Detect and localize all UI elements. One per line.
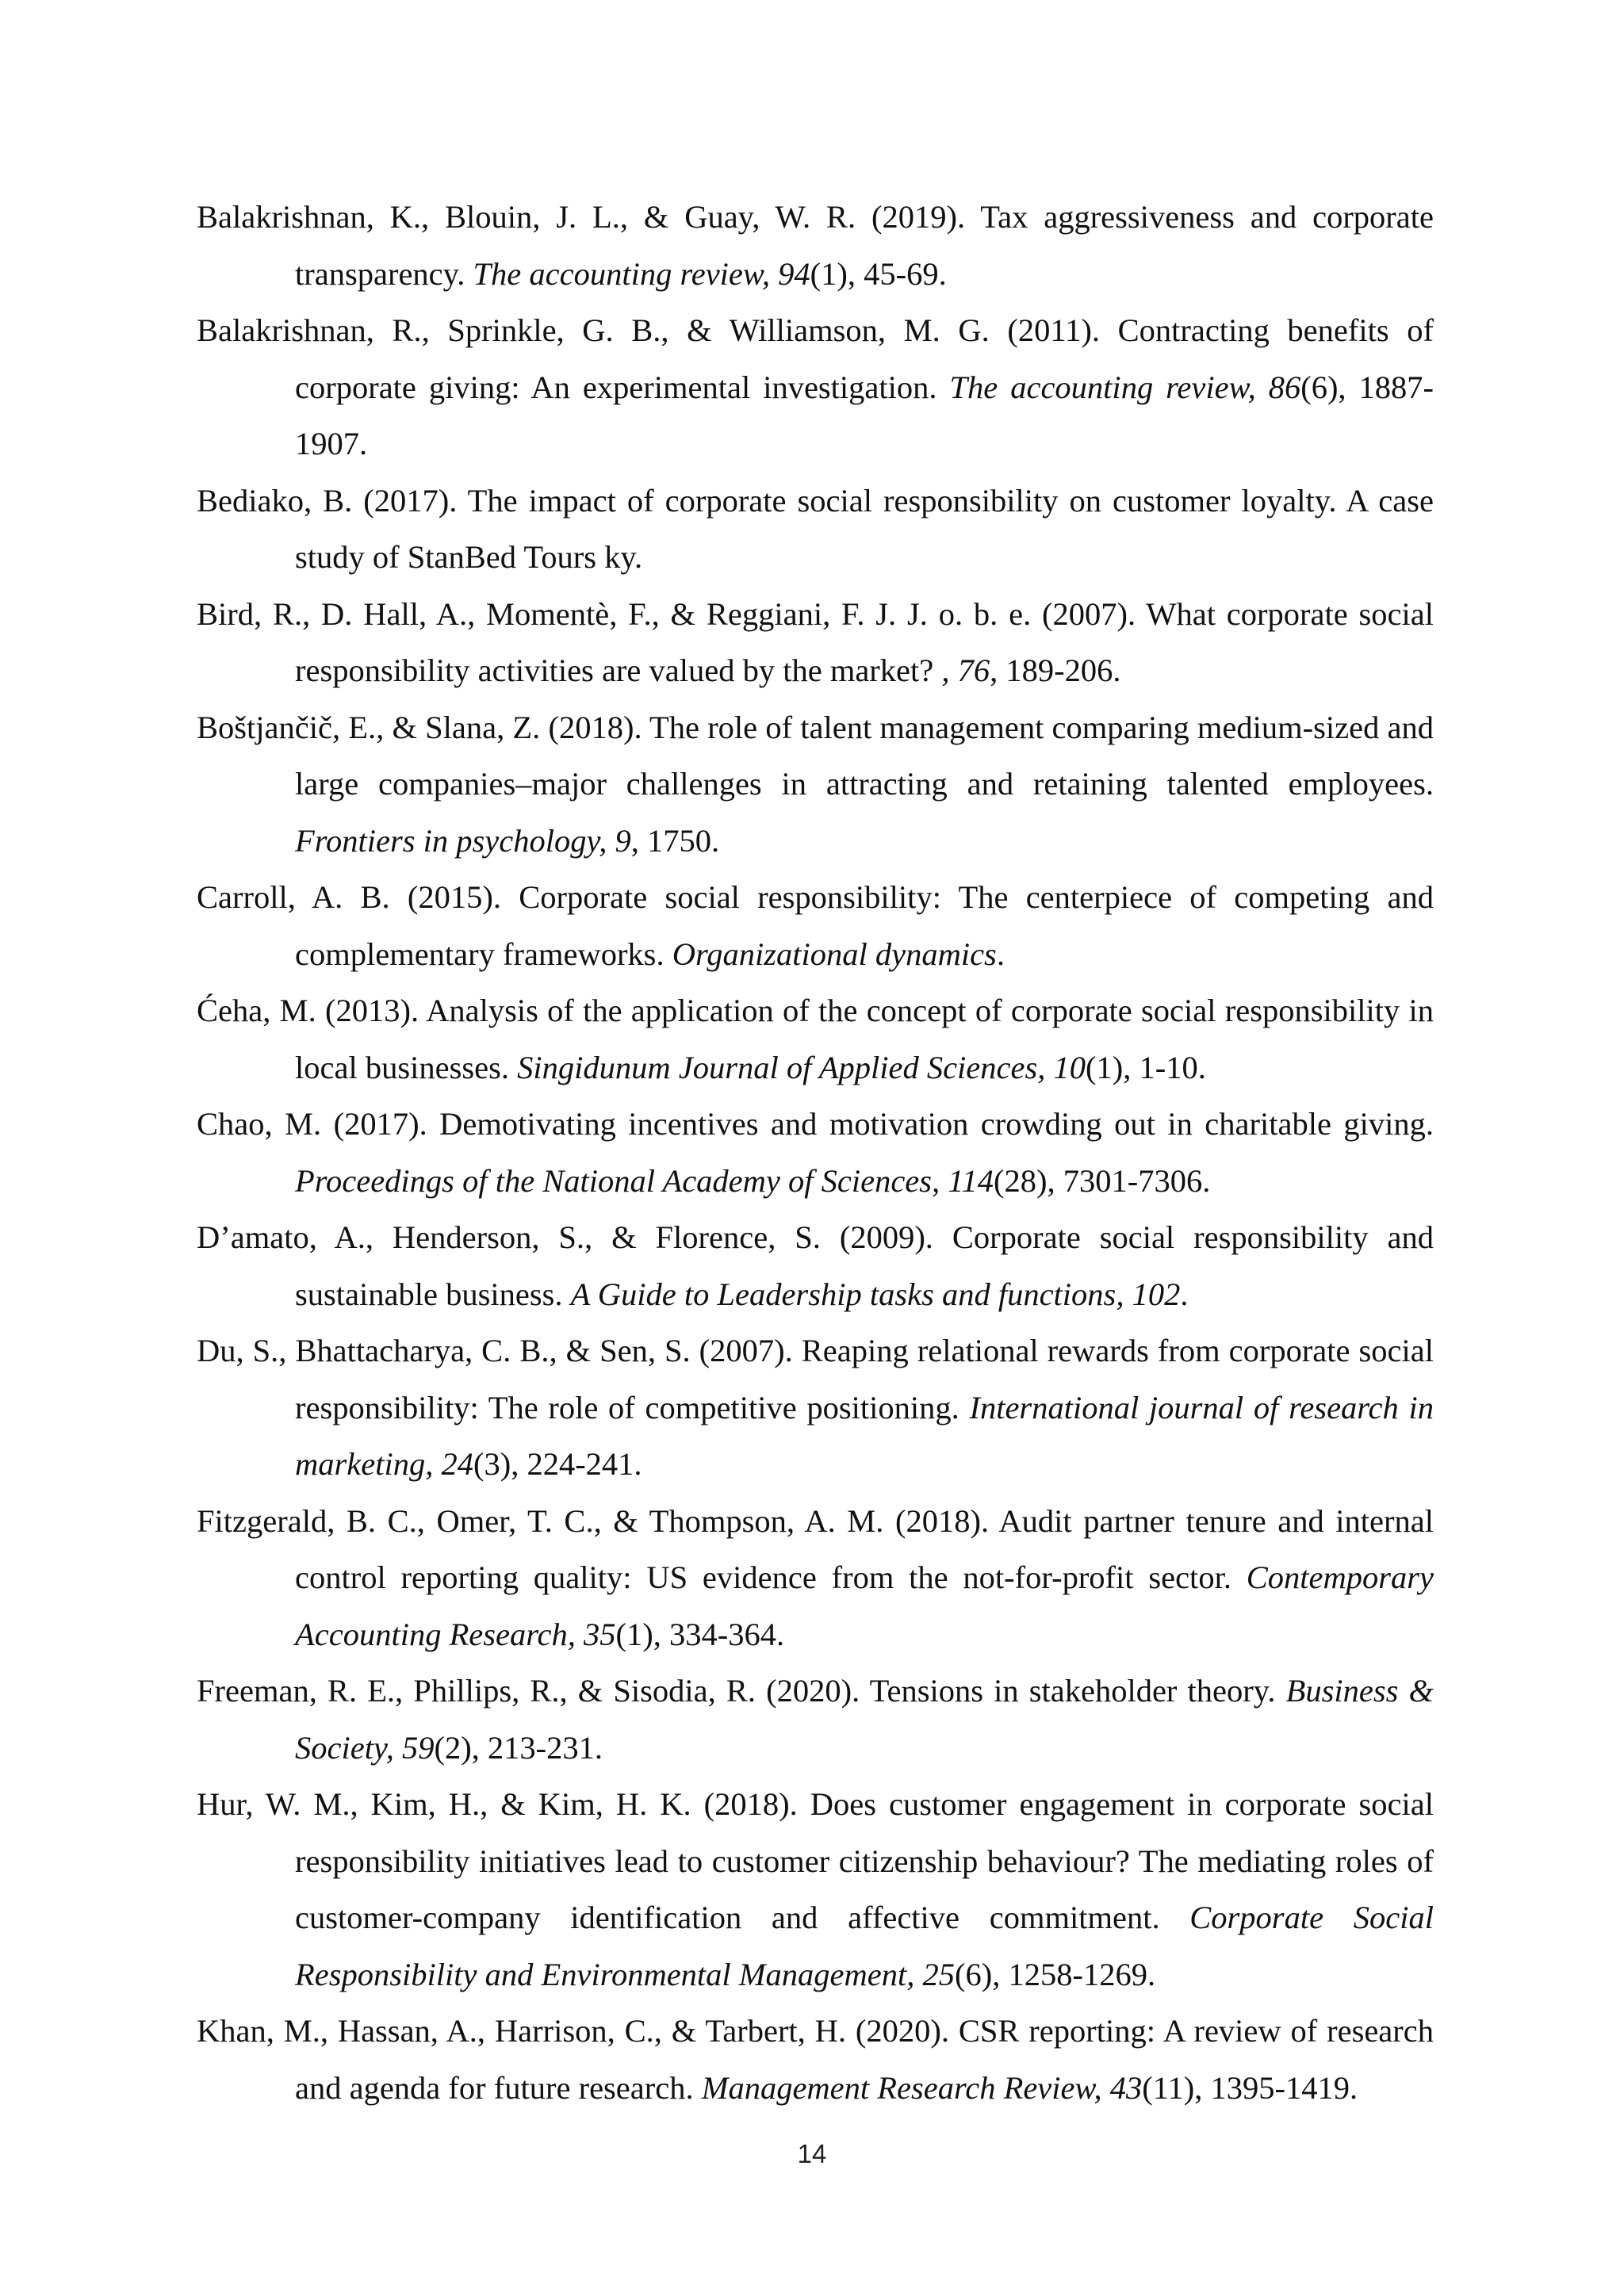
reference-entry: Freeman, R. E., Phillips, R., & Sisodia, R. (2020). Tensions in stakeholder theory. Business & Society, 59(2), 213-231. [197, 1673, 1434, 1766]
reference-entry: Boštjančič, E., & Slana, Z. (2018). The role of talent management comparing medium-sized and large companies–major challenges in attracting and retaining talented employees. Frontiers in psychology, 9, 1750. [197, 709, 1434, 859]
reference-entry: Fitzgerald, B. C., Omer, T. C., & Thompson, A. M. (2018). Audit partner tenure and internal control reporting quality: US evidence from the not-for-profit sector. Contemporary Accounting Research, 35(1), 334-364. [197, 1502, 1434, 1652]
reference-entry: Khan, M., Hassan, A., Harrison, C., & Tarbert, H. (2020). CSR reporting: A review of research and agenda for future research. Management Research Review, 43(11), 1395-1419. [197, 2013, 1434, 2106]
journal-title: A Guide to Leadership tasks and functions, 102 [570, 1276, 1181, 1312]
reference-entry: Ćeha, M. (2013). Analysis of the application of the concept of corporate social responsibility in local businesses. Singidunum Journal of Applied Sciences, 10(1), 1-10. [197, 993, 1434, 1085]
reference-entry: D’amato, A., Henderson, S., & Florence, S. (2009). Corporate social responsibility and sustainable business. A Guide to Leadership tasks and functions, 102. [197, 1219, 1434, 1312]
reference-entry: Du, S., Bhattacharya, C. B., & Sen, S. (2007). Reaping relational rewards from corporate social responsibility: The role of competitive positioning. International journal of research in marketing, 24(3), 224-241. [197, 1333, 1434, 1482]
reference-entry: Hur, W. M., Kim, H., & Kim, H. K. (2018). Does customer engagement in corporate social responsibility initiatives lead to customer citizenship behaviour? The mediating roles of customer-company identification and affective commitment. Corporate Social Responsibility and Environmental Management, 25(6), 1258-1269. [197, 1786, 1434, 1992]
journal-title: The accounting review, 86 [949, 369, 1301, 405]
journal-title: Management Research Review, 43 [701, 2069, 1143, 2106]
journal-title: Proceedings of the National Academy of Sciences, 114 [295, 1162, 994, 1199]
journal-title: Frontiers in psychology, 9 [295, 822, 631, 859]
journal-title: Contemporary Accounting Research, 35 [295, 1559, 1434, 1652]
journal-title: Singidunum Journal of Applied Sciences, 10 [517, 1049, 1086, 1085]
page-number: 14 [797, 2139, 827, 2168]
reference-entry: Bird, R., D. Hall, A., Momentè, F., & Reggiani, F. J. J. o. b. e. (2007). What corporate social responsibility activities are valued by the market? , 76, 189-206. [197, 595, 1434, 688]
reference-entry: Carroll, A. B. (2015). Corporate social responsibility: The centerpiece of competing and complementary frameworks. Organizational dynamics. [197, 879, 1434, 972]
journal-title: , 76 [941, 652, 990, 688]
reference-entry: Balakrishnan, R., Sprinkle, G. B., & Williamson, M. G. (2011). Contracting benefits of corporate giving: An experimental investigation. The accounting review, 86(6), 1887-1907. [197, 312, 1434, 461]
journal-title: Business & Society, 59 [295, 1673, 1434, 1766]
reference-list [197, 189, 1434, 2116]
journal-title: International journal of research in marketing, 24 [295, 1389, 1434, 1482]
reference-entry: Balakrishnan, K., Blouin, J. L., & Guay, W. R. (2019). Tax aggressiveness and corporate transparency. The accounting review, 94(1), 45-69. [197, 199, 1434, 292]
journal-title: Organizational dynamics [672, 936, 997, 972]
reference-entry: Bediako, B. (2017). The impact of corporate social responsibility on customer loyalty. A case study of StanBed Tours ky. [197, 482, 1434, 575]
journal-title: The accounting review, 94 [473, 255, 810, 292]
reference-entry: Chao, M. (2017). Demotivating incentives and motivation crowding out in charitable giving. Proceedings of the National Academy of Sciences, 114(28), 7301-7306. [197, 1106, 1434, 1199]
journal-title: Corporate Social Responsibility and Environmental Management, 25 [295, 1900, 1434, 1992]
